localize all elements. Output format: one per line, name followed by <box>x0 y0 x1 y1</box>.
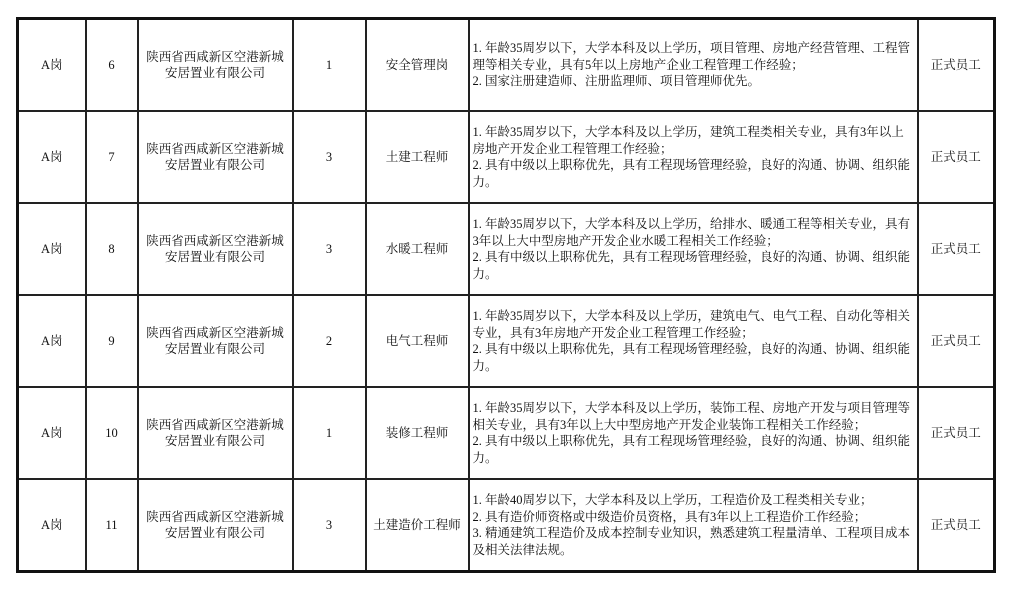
position-cell: 土建造价工程师 <box>366 479 469 572</box>
headcount-cell: 3 <box>293 203 366 295</box>
headcount-cell: 3 <box>293 479 366 572</box>
table-row <box>18 111 995 203</box>
employment-type-cell: 正式员工 <box>918 387 995 479</box>
company-cell: 陕西省西咸新区空港新城 安居置业有限公司 <box>138 387 293 479</box>
category-cell: A岗 <box>18 295 86 387</box>
headcount-cell: 1 <box>293 19 366 112</box>
category-cell: A岗 <box>18 387 86 479</box>
number-cell: 6 <box>86 19 138 112</box>
job-table <box>16 17 996 573</box>
requirements-cell: 1. 年龄35周岁以下，大学本科及以上学历，给排水、暖通工程等相关专业，具有3年以上大中型房地产开发企业水暖工程相关工作经验； 2. 具有中级以上职称优先，具有工程现场管理经验，良好的沟通、协调、组织能力。 <box>469 203 918 295</box>
company-cell: 陕西省西咸新区空港新城 安居置业有限公司 <box>138 203 293 295</box>
company-cell: 陕西省西咸新区空港新城 安居置业有限公司 <box>138 479 293 572</box>
category-cell: A岗 <box>18 19 86 112</box>
position-cell: 电气工程师 <box>366 295 469 387</box>
category-cell: A岗 <box>18 111 86 203</box>
number-cell: 7 <box>86 111 138 203</box>
requirements-cell: 1. 年龄35周岁以下，大学本科及以上学历，建筑电气、电气工程、自动化等相关专业，具有3年房地产开发企业工程管理工作经验； 2. 具有中级以上职称优先，具有工程现场管理经验，良好的沟通、协调、组织能力。 <box>469 295 918 387</box>
category-cell: A岗 <box>18 479 86 572</box>
employment-type-cell: 正式员工 <box>918 111 995 203</box>
company-cell: 陕西省西咸新区空港新城 安居置业有限公司 <box>138 295 293 387</box>
headcount-cell: 1 <box>293 387 366 479</box>
employment-type-cell: 正式员工 <box>918 203 995 295</box>
number-cell: 8 <box>86 203 138 295</box>
company-cell: 陕西省西咸新区空港新城 安居置业有限公司 <box>138 111 293 203</box>
employment-type-cell: 正式员工 <box>918 479 995 572</box>
headcount-cell: 3 <box>293 111 366 203</box>
position-cell: 装修工程师 <box>366 387 469 479</box>
employment-type-cell: 正式员工 <box>918 295 995 387</box>
table-row <box>18 203 995 295</box>
position-cell: 安全管理岗 <box>366 19 469 112</box>
number-cell: 9 <box>86 295 138 387</box>
headcount-cell: 2 <box>293 295 366 387</box>
company-cell: 陕西省西咸新区空港新城 安居置业有限公司 <box>138 19 293 112</box>
table-row <box>18 479 995 572</box>
position-cell: 水暖工程师 <box>366 203 469 295</box>
table-row <box>18 19 995 112</box>
requirements-cell: 1. 年龄35周岁以下，大学本科及以上学历，装饰工程、房地产开发与项目管理等相关专业，具有3年以上大中型房地产开发企业装饰工程相关工作经验； 2. 具有中级以上职称优先，具有工程现场管理经验，良好的沟通、协调、组织能力。 <box>469 387 918 479</box>
table-row <box>18 295 995 387</box>
requirements-cell: 1. 年龄40周岁以下，大学本科及以上学历，工程造价及工程类相关专业； 2. 具有造价师资格或中级造价员资格，具有3年以上工程造价工作经验； 3. 精通建筑工程造价及成本控制专业知识，熟悉建筑工程量清单、工程项目成本及相关法律法规。 <box>469 479 918 572</box>
number-cell: 11 <box>86 479 138 572</box>
number-cell: 10 <box>86 387 138 479</box>
requirements-cell: 1. 年龄35周岁以下，大学本科及以上学历，项目管理、房地产经营管理、工程管理等相关专业，具有5年以上房地产企业工程管理工作经验； 2. 国家注册建造师、注册监理师、项目管理师优先。 <box>469 19 918 112</box>
category-cell: A岗 <box>18 203 86 295</box>
table-row <box>18 387 995 479</box>
position-cell: 土建工程师 <box>366 111 469 203</box>
employment-type-cell: 正式员工 <box>918 19 995 112</box>
requirements-cell: 1. 年龄35周岁以下，大学本科及以上学历，建筑工程类相关专业，具有3年以上房地产开发企业工程管理工作经验； 2. 具有中级以上职称优先，具有工程现场管理经验，良好的沟通、协调、组织能力。 <box>469 111 918 203</box>
